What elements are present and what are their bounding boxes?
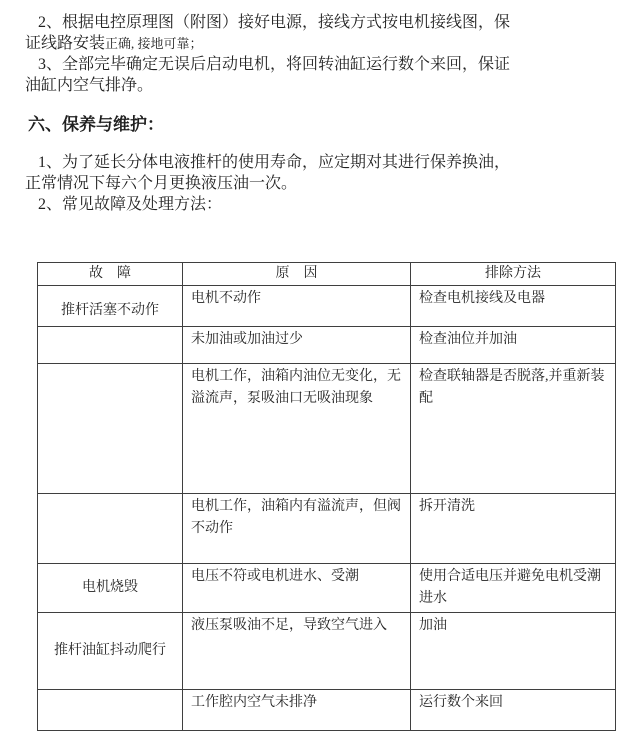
intro-item-3-line-2: 油缸内空气排净。 — [25, 77, 154, 94]
table-row — [38, 564, 616, 613]
table-row — [38, 494, 616, 564]
intro-item-2-line-2 — [25, 33, 620, 54]
intro-item-2-line-2-small: 正确, 接地可靠； — [105, 36, 203, 51]
cause-cell: 电机不动作 — [183, 286, 411, 327]
table-row — [38, 364, 616, 494]
intro-item-2-line-1: 2、根据电控原理图（附图）接好电源，接线方式按电机接线图，保 — [38, 14, 511, 31]
header-cause: 原 因 — [183, 263, 411, 286]
section-heading-maintenance: 六、保养与维护： — [28, 115, 164, 134]
maintenance-item-1-line-1: 1、为了延长分体电液推杆的使用寿命，应定期对其进行保养换油， — [38, 154, 511, 171]
maintenance-paragraph — [25, 152, 620, 215]
remedy-cell: 加油 — [411, 613, 616, 690]
remedy-cell: 使用合适电压并避免电机受潮进水 — [411, 564, 616, 613]
maintenance-item-1-line-2: 正常情况下每六个月更换液压油一次。 — [25, 175, 298, 192]
fault-cell: 推杆油缸抖动爬行 — [38, 613, 183, 690]
header-fault: 故 障 — [38, 263, 183, 286]
cause-cell: 工作腔内空气未排净 — [183, 690, 411, 731]
table-row — [38, 327, 616, 364]
fault-cell — [38, 327, 183, 364]
fault-table — [37, 262, 616, 731]
fault-cell — [38, 494, 183, 564]
fault-cell: 推杆活塞不动作 — [38, 286, 183, 327]
remedy-cell: 检查联轴器是否脱落,并重新装配 — [411, 364, 616, 494]
intro-item-3-line-1: 3、全部完毕确定无误后启动电机，将回转油缸运行数个来回，保证 — [38, 56, 511, 73]
remedy-cell: 拆开清洗 — [411, 494, 616, 564]
remedy-cell: 运行数个来回 — [411, 690, 616, 731]
fault-cell — [38, 690, 183, 731]
cause-cell: 液压泵吸油不足，导致空气进入 — [183, 613, 411, 690]
cause-cell: 未加油或加油过少 — [183, 327, 411, 364]
document-body — [25, 12, 620, 215]
fault-cell: 电机烧毁 — [38, 564, 183, 613]
table-row — [38, 613, 616, 690]
remedy-cell: 检查油位并加油 — [411, 327, 616, 364]
table-row — [38, 690, 616, 731]
table-row — [38, 286, 616, 327]
fault-cell — [38, 364, 183, 494]
maintenance-item-2-line: 2、常见故障及处理方法： — [38, 196, 223, 213]
cause-cell: 电压不符或电机进水、受潮 — [183, 564, 411, 613]
fault-table-body — [38, 286, 616, 731]
fault-table-header-row — [38, 263, 616, 286]
intro-item-2-line-2-large: 证线路安装 — [25, 35, 106, 52]
cause-cell: 电机工作，油箱内油位无变化，无溢流声，泵吸油口无吸油现象 — [183, 364, 411, 494]
header-remedy: 排除方法 — [411, 263, 616, 286]
cause-cell: 电机工作，油箱内有溢流声，但阀不动作 — [183, 494, 411, 564]
remedy-cell: 检查电机接线及电器 — [411, 286, 616, 327]
